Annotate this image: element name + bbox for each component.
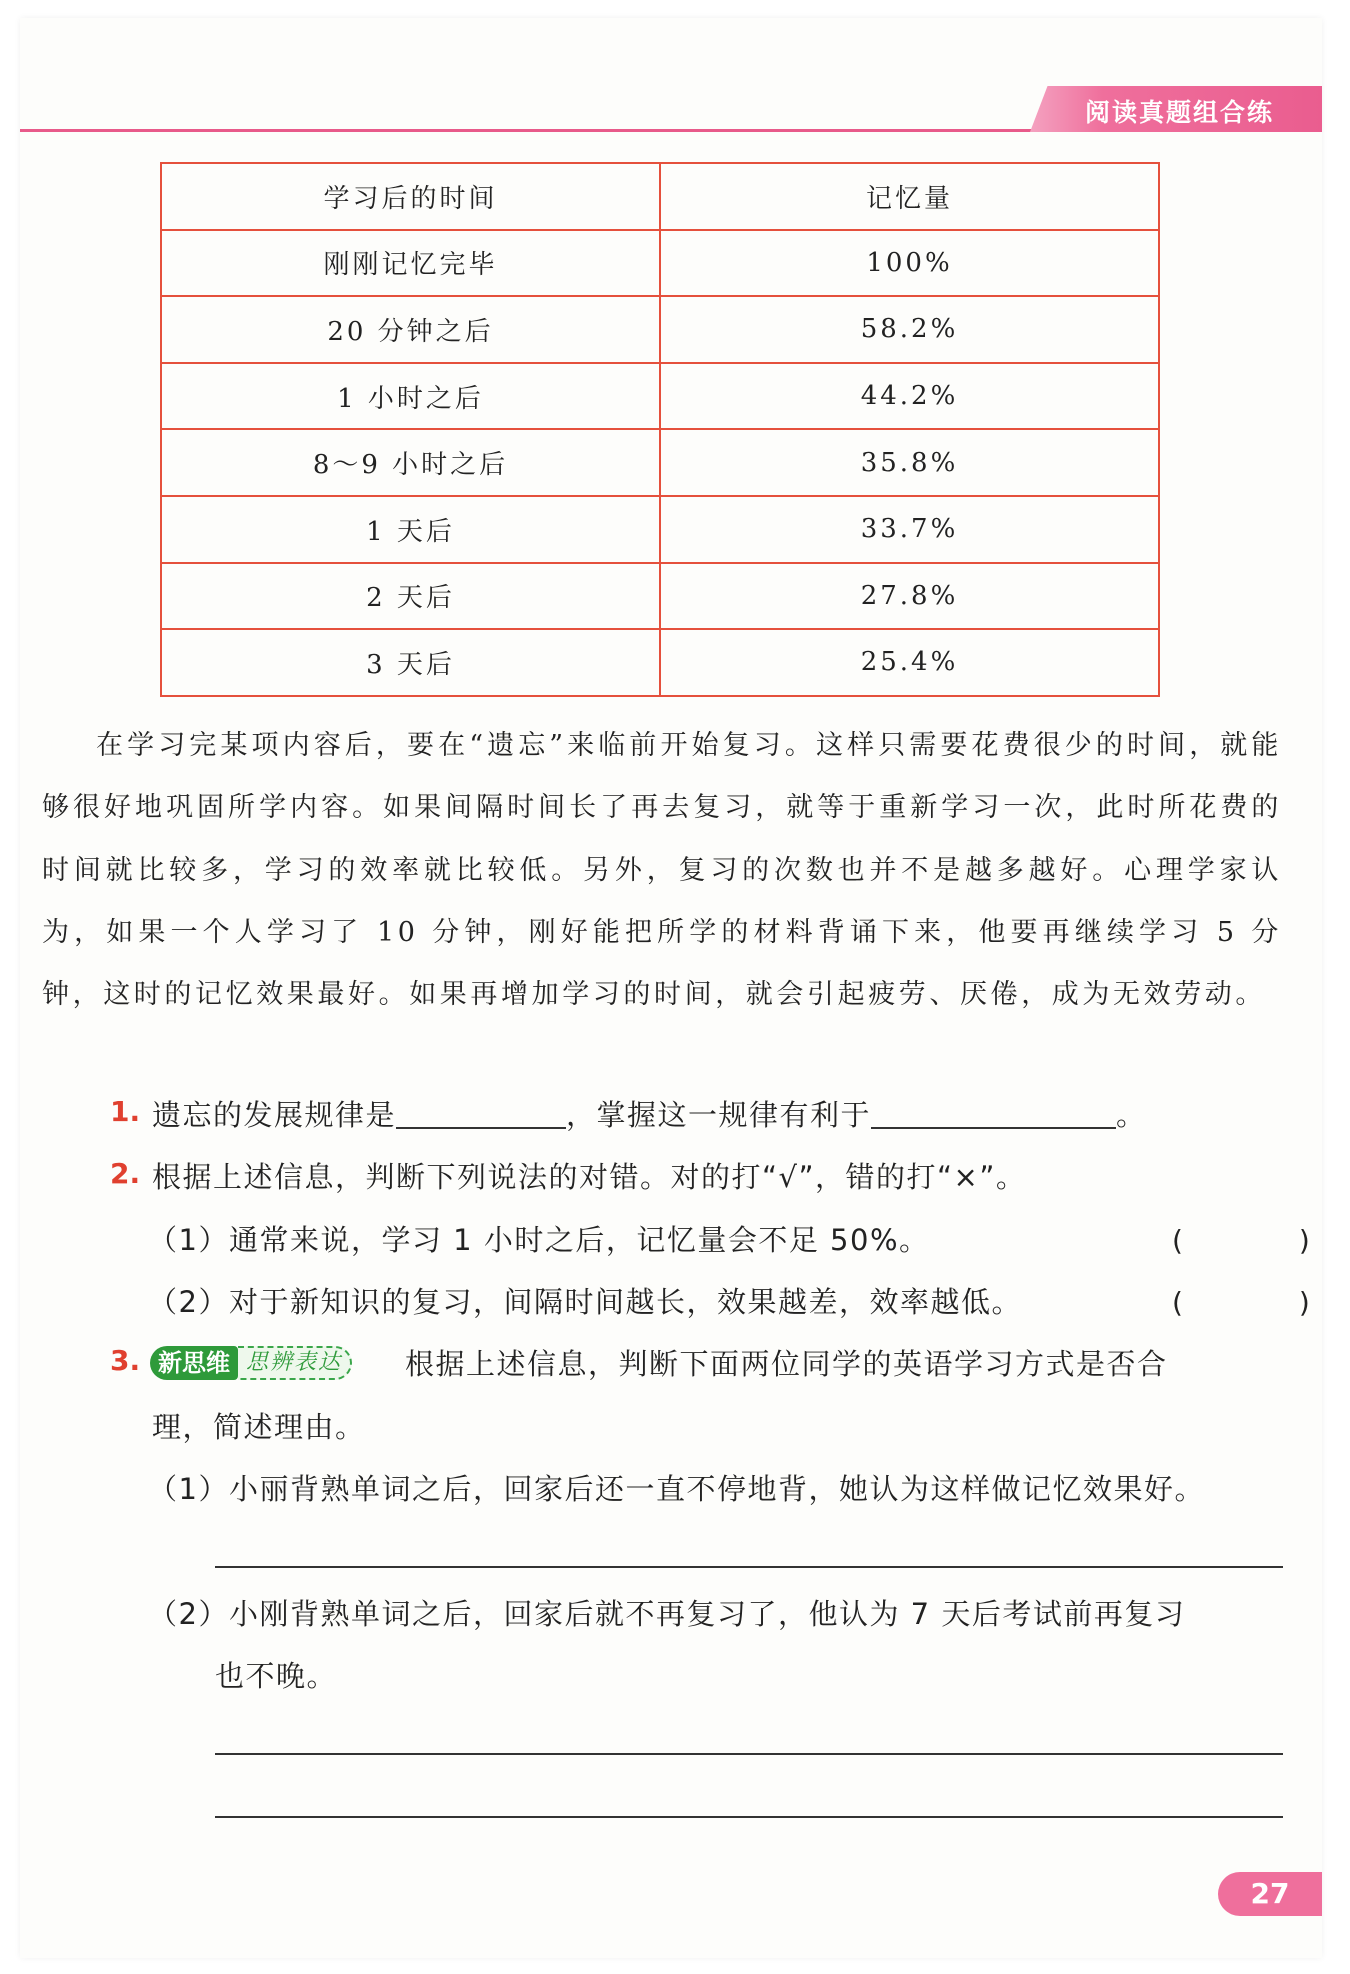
item-label: （1） [148, 1472, 229, 1506]
table-row [161, 629, 1159, 696]
table-header-cell: 记忆量 [660, 163, 1159, 230]
scenario-item [148, 1592, 1185, 1633]
answer-line[interactable] [215, 1566, 1283, 1568]
table-cell: 8～9 小时之后 [161, 429, 660, 496]
table-cell: 1 天后 [161, 496, 660, 563]
answer-parentheses[interactable]: ( ) [1172, 1286, 1330, 1319]
table-cell: 2 天后 [161, 563, 660, 630]
answer-blank-1[interactable] [396, 1127, 566, 1129]
reading-passage [42, 715, 1282, 1026]
answer-blank-2[interactable] [871, 1127, 1116, 1129]
table-cell: 27.8% [660, 563, 1159, 630]
question-1-end: 。 [1116, 1098, 1147, 1132]
question-2-stem: 根据上述信息，判断下列说法的对错。对的打“√”，错的打“×”。 [152, 1160, 1027, 1194]
table-row [161, 429, 1159, 496]
item-label: （1） [148, 1223, 229, 1257]
table-cell: 3 天后 [161, 629, 660, 696]
table-cell: 58.2% [660, 296, 1159, 363]
table-cell: 100% [660, 230, 1159, 297]
judgement-item [148, 1280, 1022, 1321]
item-label: （2） [148, 1285, 229, 1319]
section-tag-label: 阅读真题组合练 [1085, 98, 1275, 127]
memory-table [160, 162, 1160, 697]
table-row [161, 363, 1159, 430]
table-cell: 1 小时之后 [161, 363, 660, 430]
table-header-row [161, 163, 1159, 230]
table-cell: 25.4% [660, 629, 1159, 696]
badge-main-label: 新思维 [150, 1346, 238, 1380]
question-number: 2. [110, 1157, 141, 1190]
badge-sub-label: 思辨表达 [238, 1346, 352, 1380]
answer-line[interactable] [215, 1753, 1283, 1755]
new-thinking-badge [150, 1345, 352, 1381]
item-text: 小刚背熟单词之后，回家后就不再复习了，他认为 7 天后考试前再复习 [228, 1597, 1186, 1631]
table-cell: 35.8% [660, 429, 1159, 496]
question-1-text-a: 遗忘的发展规律是 [152, 1098, 397, 1132]
item-text: 对于新知识的复习，间隔时间越长，效果越差，效率越低。 [228, 1285, 1022, 1319]
table-row [161, 563, 1159, 630]
question-1-text-b: ，掌握这一规律有利于 [566, 1098, 872, 1132]
answer-line[interactable] [215, 1816, 1283, 1818]
scenario-item-continued: 也不晚。 [215, 1659, 338, 1693]
scenario-item [148, 1467, 1205, 1508]
question-number: 3. [110, 1344, 141, 1377]
question-3-stem-line1: 根据上述信息，判断下面两位同学的英语学习方式是否合 [405, 1347, 1168, 1381]
answer-parentheses[interactable]: ( ) [1172, 1224, 1330, 1257]
page-number: 27 [1218, 1872, 1322, 1916]
table-cell: 刚刚记忆完毕 [161, 230, 660, 297]
question-number: 1. [110, 1095, 141, 1128]
passage-text: 在学习完某项内容后，要在“遗忘”来临前开始复习。这样只需要花费很少的时间，就能够很好地巩固所学内容。如果间隔时间长了再去复习，就等于重新学习一次，此时所花费的时间就比较多，学习的效率就比较低。另外，复习的次数也并不是越多越好。心理学家认为，如果一个人学习了 10 分钟，刚好能把所学的材料背诵下来，他要再继续学习 5 分钟，这时的记忆效果最好。如果再增加学习的时间，就会引起疲劳、厌倦，成为无效劳动。 [42, 730, 1282, 1011]
question-3-stem-line2: 理，简述理由。 [152, 1410, 366, 1444]
table-row [161, 230, 1159, 297]
table-row [161, 296, 1159, 363]
item-text: 通常来说，学习 1 小时之后，记忆量会不足 50%。 [228, 1223, 930, 1257]
item-text: 小丽背熟单词之后，回家后还一直不停地背，她认为这样做记忆效果好。 [228, 1472, 1205, 1506]
table-cell: 33.7% [660, 496, 1159, 563]
question-1 [152, 1093, 1147, 1134]
table-header-cell: 学习后的时间 [161, 163, 660, 230]
judgement-item [148, 1218, 930, 1259]
table-cell: 44.2% [660, 363, 1159, 430]
item-label: （2） [148, 1597, 229, 1631]
table-cell: 20 分钟之后 [161, 296, 660, 363]
table-row [161, 496, 1159, 563]
